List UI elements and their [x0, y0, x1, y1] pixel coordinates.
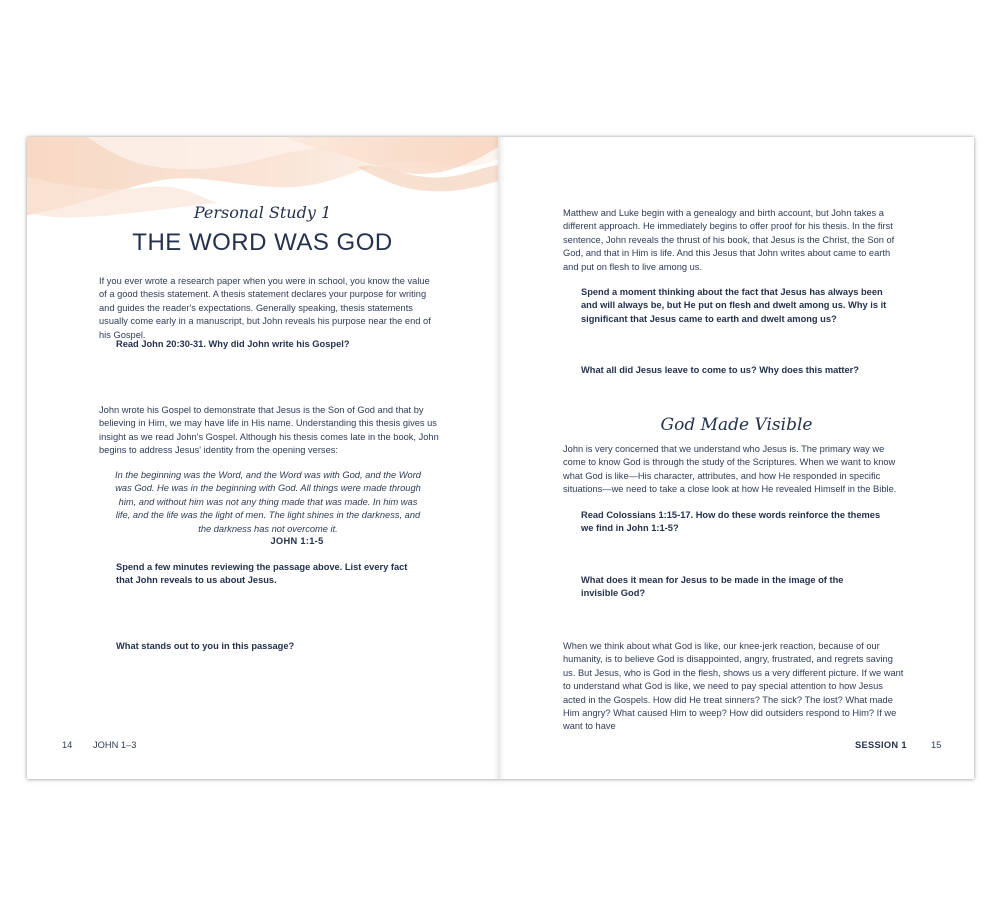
scripture-reference: JOHN 1:1-5: [270, 536, 324, 546]
book-spread: [27, 137, 974, 779]
study-question: What all did Jesus leave to come to us? Why does this matter?: [581, 365, 859, 375]
body-paragraph: Matthew and Luke begin with a genealogy and birth account, but John takes a different approach. He immediately begins to offer proof for his thesis. In the first sentence, John reveals the thrust of his book, that Jesus is the Christ, the Son of God, and that in Him is life. And this Jesus that John writes about came to earth and put on flesh to live among us.: [563, 208, 895, 272]
page-number: 15: [931, 740, 942, 750]
series-label: Personal Study 1: [193, 203, 332, 222]
left-page: [27, 137, 498, 779]
page-number: 14: [62, 740, 73, 750]
study-question: Read Colossians 1:15-17. How do these words reinforce the themes we find in John 1:1-5?: [581, 510, 881, 534]
study-question: What stands out to you in this passage?: [116, 641, 295, 651]
study-question: Spend a few minutes reviewing the passage above. List every fact that John reveals to us about Jesus.: [116, 562, 408, 586]
right-page: [499, 137, 974, 779]
intro-paragraph: If you ever wrote a research paper when you were in school, you know the value of a good thesis statement. A thesis statement declares your purpose for writing and guides the reader's expectations. Generally speaking, thesis statements usually come early in a manuscript, but John reveals his purpose near the end of his Gospel.: [99, 276, 431, 340]
study-question: Spend a moment thinking about the fact that Jesus has always been and will always be, but He put on flesh and dwelt among us. Why is it significant that Jesus came to earth and dwelt among us?: [581, 287, 887, 324]
scripture-quote: In the beginning was the Word, and the Word was with God, and the Word was God. He was in the beginning with God. All things were made through him, and without him was not any thing made that was made. In him was life, and the life was the light of men. The light shines in the darkness, and the darkness has not overcome it.: [115, 470, 421, 534]
section-heading: God Made Visible: [660, 415, 813, 435]
running-head: SESSION 1: [855, 740, 907, 750]
body-paragraph: John wrote his Gospel to demonstrate that Jesus is the Son of God and that by believing in Him, we may have life in His name. Understanding this thesis gives us insight as we read John's Gospel. Although his thesis comes late in the book, John begins to address Jesus' identity from the opening verses:: [99, 405, 439, 456]
running-head: JOHN 1–3: [93, 740, 137, 750]
body-paragraph: John is very concerned that we understand who Jesus is. The primary way we come to know God is through the study of the Scriptures. When we want to know what God is like—His character, attributes, and how He responded in specific situations—we need to take a close look at how He revealed Himself in the Bible.: [563, 444, 897, 495]
body-paragraph: When we think about what God is like, our knee-jerk reaction, because of our humanity, is to believe God is disappointed, angry, frustrated, and regrets saving us. But Jesus, who is God in the flesh, shows us a very different picture. If we want to understand what God is like, we need to pay special attention to how Jesus acted in the Gospels. How did He treat sinners? The sick? The lost? What made Him angry? What caused Him to weep? How did outsiders respond to Him? If we want to have: [563, 641, 904, 732]
page-title: THE WORD WAS GOD: [132, 229, 393, 256]
study-question: Read John 20:30-31. Why did John write his Gospel?: [116, 339, 350, 349]
study-question: What does it mean for Jesus to be made in the image of the invisible God?: [581, 575, 844, 599]
